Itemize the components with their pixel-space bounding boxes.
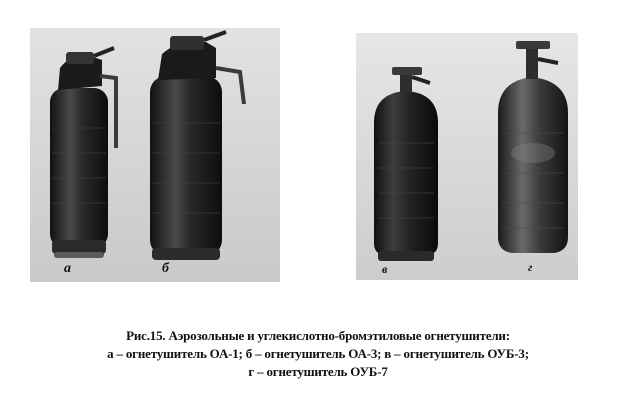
label-b: б (162, 261, 169, 276)
caption-line-3: г – огнетушитель ОУБ-7 (248, 364, 388, 379)
label-g: г (528, 260, 533, 274)
figure-caption (60, 327, 576, 381)
label-v: в (382, 262, 388, 276)
caption-line-1: Рис.15. Аэрозольные и углекислотно-бромэтиловые огнетушители: (126, 328, 510, 343)
label-a: а (64, 261, 71, 276)
caption-line-2: а – огнетушитель ОА-1; б – огнетушитель ОА-3; в – огнетушитель ОУБ-3; (107, 346, 529, 361)
photo-co2-bromoethyl-extinguishers (356, 33, 578, 280)
photo-aerosol-extinguishers (30, 28, 280, 282)
